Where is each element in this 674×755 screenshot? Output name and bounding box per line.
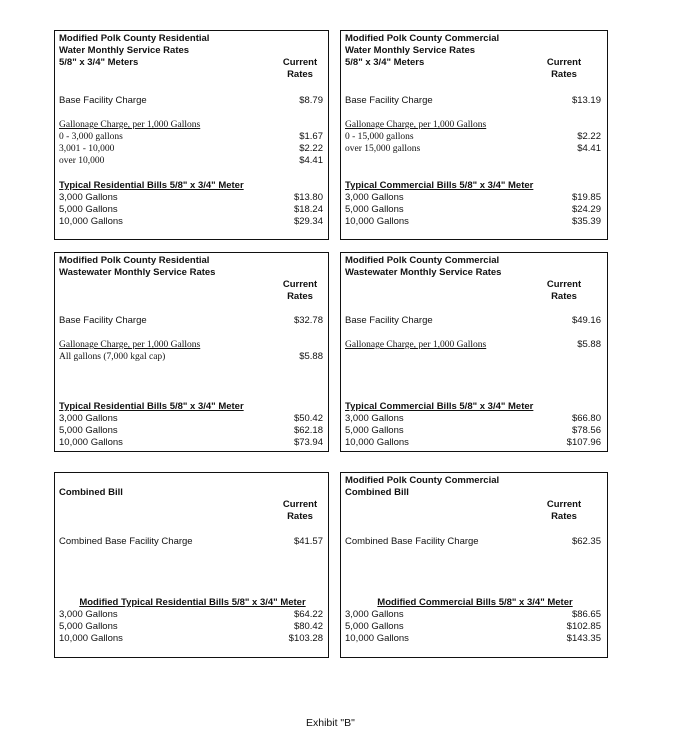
water-residential-tier-label: 0 - 3,000 gallons <box>59 132 123 142</box>
water-residential-bill-value: $18.24 <box>293 204 323 215</box>
combined-residential-bill-label: 10,000 Gallons <box>59 633 123 644</box>
water-residential-tier-value: $1.67 <box>299 131 323 142</box>
rates-header-line2: Rates <box>551 511 577 522</box>
rates-header-line2: Rates <box>287 511 313 522</box>
rates-header-line2: Rates <box>551 291 577 302</box>
wastewater-residential-gallonage-title: Gallonage Charge, per 1,000 Gallons <box>59 340 201 350</box>
water-residential-title-3: 5/8" x 3/4" Meters <box>59 57 139 68</box>
exhibit-label: Exhibit "B" <box>306 717 355 729</box>
rates-header-line1: Current <box>546 499 582 510</box>
wastewater-commercial-bill-label: 10,000 Gallons <box>345 437 409 448</box>
water-residential-tier-value: $4.41 <box>299 155 323 166</box>
water-commercial-base-value: $13.19 <box>571 95 601 106</box>
water-commercial-tier-value: $4.41 <box>577 143 601 154</box>
wastewater-residential-bill-value: $50.42 <box>293 413 323 424</box>
rates-header-line2: Rates <box>287 291 313 302</box>
water-residential-base-value: $8.79 <box>299 95 323 106</box>
wastewater-commercial-bill-value: $66.80 <box>571 413 601 424</box>
water-residential-bill-label: 10,000 Gallons <box>59 216 123 227</box>
combined-residential-base-value: $41.57 <box>293 536 323 547</box>
wastewater-commercial-box <box>340 252 608 452</box>
combined-commercial-base-value: $62.35 <box>571 536 601 547</box>
water-commercial-bill-value: $35.39 <box>571 216 601 227</box>
combined-commercial-bill-value: $102.85 <box>566 621 601 632</box>
combined-commercial-bill-label: 5,000 Gallons <box>345 621 404 632</box>
wastewater-residential-title-2: Wastewater Monthly Service Rates <box>59 267 216 278</box>
wastewater-residential-bill-label: 5,000 Gallons <box>59 425 118 436</box>
water-residential-base-label: Base Facility Charge <box>59 95 147 106</box>
combined-residential-bill-value: $103.28 <box>288 633 323 644</box>
water-commercial-bill-label: 10,000 Gallons <box>345 216 409 227</box>
combined-residential-bill-value: $80.42 <box>293 621 323 632</box>
combined-commercial-bill-label: 10,000 Gallons <box>345 633 409 644</box>
wastewater-residential-base-label: Base Facility Charge <box>59 315 147 326</box>
water-residential-bill-value: $13.80 <box>293 192 323 203</box>
combined-residential-base-label: Combined Base Facility Charge <box>59 536 193 547</box>
rates-header-line2: Rates <box>551 69 577 80</box>
water-commercial-title-1: Modified Polk County Commercial <box>345 33 500 44</box>
wastewater-residential-base-value: $32.78 <box>293 315 323 326</box>
wastewater-residential-box <box>54 252 329 452</box>
wastewater-residential-bill-value: $73.94 <box>293 437 323 448</box>
wastewater-residential-bill-label: 3,000 Gallons <box>59 413 118 424</box>
water-residential-bill-label: 3,000 Gallons <box>59 192 118 203</box>
combined-commercial-box <box>340 472 608 658</box>
water-residential-tier-value: $2.22 <box>299 143 323 154</box>
rates-header-line1: Current <box>282 57 318 68</box>
water-residential-bill-label: 5,000 Gallons <box>59 204 118 215</box>
wastewater-residential-bill-value: $62.18 <box>293 425 323 436</box>
water-residential-bill-value: $29.34 <box>293 216 323 227</box>
wastewater-commercial-bill-value: $107.96 <box>566 437 601 448</box>
combined-residential-box <box>54 472 329 658</box>
water-commercial-base-label: Base Facility Charge <box>345 95 433 106</box>
wastewater-commercial-base-value: $49.16 <box>571 315 601 326</box>
wastewater-residential-title-1: Modified Polk County Residential <box>59 255 210 266</box>
combined-residential-bill-value: $64.22 <box>293 609 323 620</box>
wastewater-residential-tier-value: $5.88 <box>299 351 323 362</box>
combined-residential-bill-label: 5,000 Gallons <box>59 621 118 632</box>
water-commercial-tier-label: 0 - 15,000 gallons <box>345 132 414 142</box>
combined-commercial-bill-value: $86.65 <box>571 609 601 620</box>
wastewater-commercial-title-1: Modified Polk County Commercial <box>345 255 500 266</box>
rates-header-line1: Current <box>282 279 318 290</box>
combined-commercial-title-2: Combined Bill <box>345 487 409 498</box>
wastewater-commercial-bill-label: 5,000 Gallons <box>345 425 404 436</box>
water-residential-tier-label: 3,001 - 10,000 <box>59 144 115 154</box>
wastewater-commercial-gallonage-title: Gallonage Charge, per 1,000 Gallons <box>345 340 487 350</box>
water-residential-tier-label: over 10,000 <box>59 156 105 166</box>
wastewater-commercial-title-2: Wastewater Monthly Service Rates <box>345 267 502 278</box>
combined-residential-bill-label: 3,000 Gallons <box>59 609 118 620</box>
wastewater-commercial-bill-label: 3,000 Gallons <box>345 413 404 424</box>
combined-commercial-title-1: Modified Polk County Commercial <box>345 475 500 486</box>
water-residential-gallonage-title: Gallonage Charge, per 1,000 Gallons <box>59 120 201 130</box>
wastewater-commercial-bills-title: Typical Commercial Bills 5/8" x 3/4" Meter <box>345 401 534 412</box>
combined-residential-bills-title: Modified Typical Residential Bills 5/8" x 3/4" Meter <box>79 597 306 608</box>
water-commercial-box <box>340 30 608 240</box>
wastewater-commercial-gallonage-value: $5.88 <box>577 339 601 350</box>
combined-commercial-bills-title: Modified Commercial Bills 5/8" x 3/4" Meter <box>377 597 573 608</box>
water-commercial-bill-label: 3,000 Gallons <box>345 192 404 203</box>
combined-commercial-bill-value: $143.35 <box>566 633 601 644</box>
water-commercial-gallonage-title: Gallonage Charge, per 1,000 Gallons <box>345 120 487 130</box>
rates-header-line2: Rates <box>287 69 313 80</box>
water-residential-bills-title: Typical Residential Bills 5/8" x 3/4" Meter <box>59 180 244 191</box>
rates-header-line1: Current <box>282 499 318 510</box>
wastewater-residential-bills-title: Typical Residential Bills 5/8" x 3/4" Meter <box>59 401 244 412</box>
wastewater-commercial-bill-value: $78.56 <box>571 425 601 436</box>
water-commercial-tier-label: over 15,000 gallons <box>345 144 421 154</box>
water-residential-title-1: Modified Polk County Residential <box>59 33 210 44</box>
water-commercial-bill-value: $19.85 <box>571 192 601 203</box>
water-commercial-bills-title: Typical Commercial Bills 5/8" x 3/4" Meter <box>345 180 534 191</box>
water-commercial-bill-value: $24.29 <box>571 204 601 215</box>
water-commercial-title-2: Water Monthly Service Rates <box>345 45 476 56</box>
water-commercial-title-3: 5/8" x 3/4" Meters <box>345 57 425 68</box>
combined-commercial-bill-label: 3,000 Gallons <box>345 609 404 620</box>
wastewater-residential-bill-label: 10,000 Gallons <box>59 437 123 448</box>
water-commercial-bill-label: 5,000 Gallons <box>345 204 404 215</box>
combined-residential-title: Combined Bill <box>59 487 123 498</box>
wastewater-commercial-base-label: Base Facility Charge <box>345 315 433 326</box>
rates-header-line1: Current <box>546 57 582 68</box>
water-commercial-tier-value: $2.22 <box>577 131 601 142</box>
water-residential-title-2: Water Monthly Service Rates <box>59 45 190 56</box>
combined-commercial-base-label: Combined Base Facility Charge <box>345 536 479 547</box>
wastewater-residential-tier-label: All gallons (7,000 kgal cap) <box>59 352 166 362</box>
water-residential-box <box>54 30 329 240</box>
rates-header-line1: Current <box>546 279 582 290</box>
